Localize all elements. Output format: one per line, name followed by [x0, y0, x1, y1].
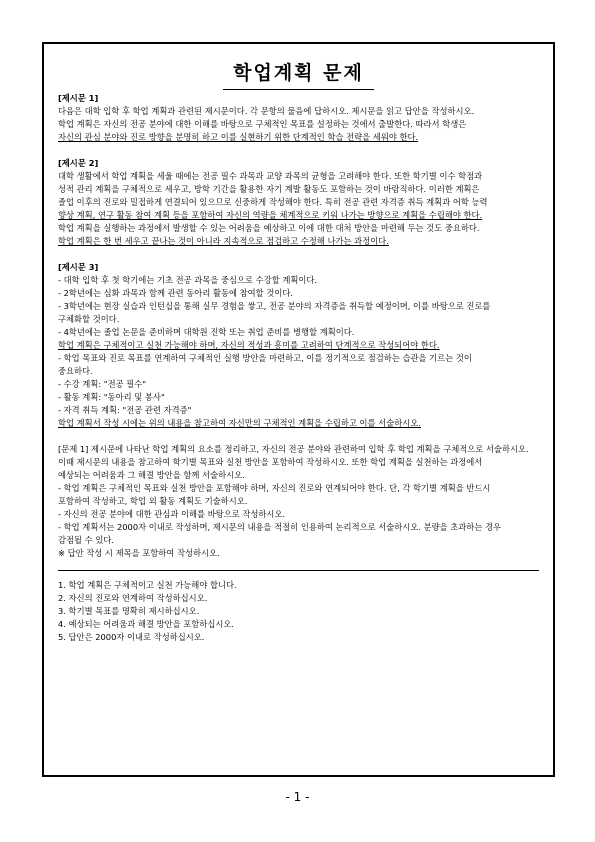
s1-line: 다음은 대학 입학 후 학업 계획과 관련된 제시문이다. 각 문항의 물음에 답하시오. 제시문을 읽고 답안을 작성하시오. — [58, 106, 475, 116]
s4-line: 이때 제시문의 내용을 참고하여 학기별 목표와 실천 방안을 포함하여 작성하시오. 또한 학업 계획을 실천하는 과정에서 — [58, 457, 483, 467]
s3-line: - 활동 계획: "동아리 및 봉사" — [58, 392, 165, 402]
s1-line: 자신의 관심 분야와 진로 방향을 분명히 하고 이를 실현하기 위한 단계적인 학습 전략을 세워야 한다. — [58, 132, 419, 142]
s3-line: - 4학년에는 졸업 논문을 준비하며 대학원 진학 또는 취업 준비를 병행할 계획이다. — [58, 327, 355, 337]
s3-line: - 자격 취득 계획: "전공 관련 자격증" — [58, 405, 192, 415]
s4-line: - 학업 계획은 구체적인 목표와 실천 방안을 포함해야 하며, 자신의 진로와 연계되어야 한다. 단, 각 학기별 계획을 반드시 — [58, 483, 491, 493]
s3-line: - 2학년에는 심화 과목과 함께 관련 동아리 활동에 참여할 것이다. — [58, 288, 294, 298]
s3-line: - 대학 입학 후 첫 학기에는 기초 전공 과목을 중심으로 수강할 계획이다. — [58, 275, 318, 285]
s4-line: 포함하여 작성하고, 학업 외 활동 계획도 기술하시오. — [58, 496, 248, 506]
section2-label: [제시문 2] — [58, 158, 99, 168]
section1-label: [제시문 1] — [58, 93, 99, 103]
section1 — [58, 105, 539, 144]
section4-question — [58, 443, 539, 560]
s1-line: 학업 계획은 자신의 전공 분야에 대한 이해를 바탕으로 구체적인 목표를 설정하는 것에서 출발한다. 따라서 학생은 — [58, 119, 467, 129]
page-number: - 1 - — [285, 790, 310, 804]
s2-line: 대학 생활에서 학업 계획을 세울 때에는 전공 필수 과목과 교양 과목의 균형을 고려해야 한다. 또한 학기별 이수 학점과 — [58, 171, 483, 181]
section2 — [58, 170, 539, 248]
document-body — [58, 92, 539, 644]
s4-line: - 학업 계획서는 2000자 이내로 작성하며, 제시문의 내용을 적절히 인용하여 논리적으로 서술하시오. 분량을 초과하는 경우 — [58, 522, 502, 532]
s3-line: 학업 계획서 작성 시에는 위의 내용을 참고하여 자신만의 구체적인 계획을 수립하고 이를 서술하시오. — [58, 418, 421, 428]
separator-line — [58, 570, 539, 571]
title-wrap — [44, 58, 553, 90]
s2-line: 졸업 이후의 진로와 밀접하게 연결되어 있으므로 신중하게 작성해야 한다. 특히 전공 관련 자격증 취득 계획과 어학 능력 — [58, 197, 488, 207]
s4-line: - 자신의 전공 분야에 대한 관심과 이해를 바탕으로 작성하시오. — [58, 509, 286, 519]
s3-line: - 3학년에는 현장 실습과 인턴십을 통해 실무 경험을 쌓고, 전공 분야의 자격증을 취득할 예정이며, 이를 바탕으로 진로를 — [58, 301, 491, 311]
s3-line: - 수강 계획: "전공 필수" — [58, 379, 147, 389]
s3-line: 구체화할 것이다. — [58, 314, 120, 324]
notes-line: 2. 자신의 진로와 연계하여 작성하십시오. — [58, 593, 208, 603]
notes-line: 1. 학업 계획은 구체적이고 실천 가능해야 합니다. — [58, 580, 237, 590]
notes-line: 5. 답안은 2000자 이내로 작성하십시오. — [58, 632, 205, 642]
document-frame — [42, 42, 555, 777]
s3-line: - 학업 목표와 진로 목표를 연계하여 구체적인 실행 방안을 마련하고, 이를 정기적으로 점검하는 습관을 기르는 것이 — [58, 353, 472, 363]
notes-list — [58, 579, 539, 644]
s2-line: 학업 계획은 한 번 세우고 끝나는 것이 아니라 지속적으로 점검하고 수정해 나가는 과정이다. — [58, 236, 389, 246]
s2-line: 성적 관리 계획을 구체적으로 세우고, 방학 기간을 활용한 자기 계발 활동도 포함하는 것이 바람직하다. 이러한 계획은 — [58, 184, 480, 194]
s2-line: 학업 계획을 실행하는 과정에서 발생할 수 있는 어려움을 예상하고 이에 대한 대처 방안을 마련해 두는 것도 중요하다. — [58, 223, 480, 233]
section3 — [58, 274, 539, 430]
s4-line: 예상되는 어려움과 그 해결 방안을 함께 서술하시오. — [58, 470, 245, 480]
document-title: 학업계획 문제 — [223, 58, 374, 90]
s4-line: ※ 답안 작성 시 제목을 포함하여 작성하시오. — [58, 548, 220, 558]
s2-line: 향상 계획, 연구 활동 참여 계획 등을 포함하여 자신의 역량을 체계적으로 키워 나가는 방향으로 계획을 수립해야 한다. — [58, 210, 483, 220]
s3-line: 학업 계획은 구체적이고 실천 가능해야 하며, 자신의 적성과 흥미를 고려하여 단계적으로 작성되어야 한다. — [58, 340, 440, 350]
section3-label: [제시문 3] — [58, 262, 99, 272]
s4-line: [문제 1] 제시문에 나타난 학업 계획의 요소를 정리하고, 자신의 전공 분야와 관련하여 입학 후 학업 계획을 구체적으로 서술하시오. — [58, 444, 529, 454]
notes-line: 3. 학기별 목표를 명확히 제시하십시오. — [58, 606, 200, 616]
s4-line: 감점될 수 있다. — [58, 535, 115, 545]
notes-line: 4. 예상되는 어려움과 해결 방안을 포함하십시오. — [58, 619, 235, 629]
s3-line: 중요하다. — [58, 366, 93, 376]
